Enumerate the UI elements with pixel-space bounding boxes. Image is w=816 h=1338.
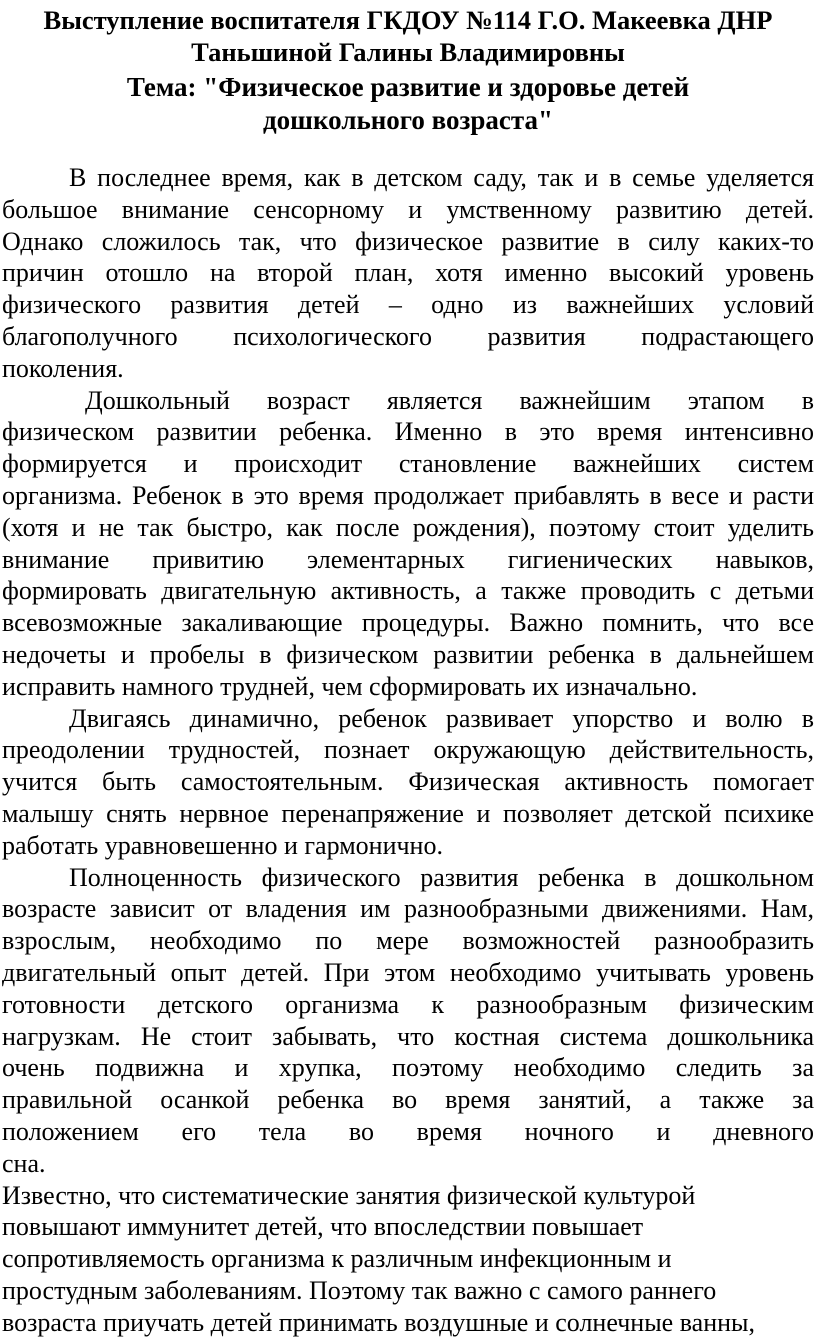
text-line: формировать двигательную активность, а также проводить с детьми: [2, 576, 814, 606]
topic-title-line-2: дошкольного возраста": [263, 105, 553, 135]
text-line: недочеты и пробелы в физическом развитии ребенка в дальнейшем: [2, 639, 814, 669]
text-line: поколения.: [2, 353, 124, 383]
paragraph: [2, 703, 814, 862]
text-line: Дошкольный возраст является важнейшим этапом в: [85, 385, 814, 415]
text-line: Известно, что систематические занятия физической культурой: [2, 1180, 696, 1210]
text-line: Однако сложилось так, что физическое развитие в силу каких-то: [2, 226, 814, 256]
text-line: В последнее время, как в детском саду, так и в семье уделяется: [69, 163, 814, 192]
text-line: правильной осанкой ребенка во время занятий, а также за: [2, 1085, 814, 1115]
text-line: исправить намного трудней, чем сформировать их изначально.: [2, 671, 698, 701]
text-line: возрасте зависит от владения им разнообразными движениями. Нам,: [2, 894, 814, 924]
text-line: малышу снять нервное перенапряжение и позволяет детской психике: [2, 798, 814, 828]
text-line: формируется и происходит становление важнейших систем: [2, 449, 814, 479]
text-line: физическом развитии ребенка. Именно в это время интенсивно: [2, 417, 814, 447]
document-body: [2, 162, 814, 1338]
text-line: нагрузкам. Не стоит забывать, что костная система дошкольника: [2, 1021, 814, 1051]
text-line: всевозможные закаливающие процедуры. Важно помнить, что все: [2, 608, 814, 638]
paragraph: [2, 162, 814, 385]
text-line: физического развития детей – одно из важнейших условий: [2, 290, 814, 320]
paragraph: [2, 385, 814, 703]
text-line: повышают иммунитет детей, что впоследствии повышает: [2, 1212, 644, 1242]
text-line: благополучного психологического развития подрастающего: [2, 321, 814, 351]
text-line: готовности детского организма к разнообразным физическим: [2, 989, 814, 1019]
text-line: сопротивляемость организма к различным инфекционным и: [2, 1244, 672, 1274]
text-line: сна.: [2, 1148, 46, 1178]
topic-title-line-1: Тема: "Физическое развитие и здоровье детей: [126, 72, 690, 102]
speech-title: Выступление воспитателя ГКДОУ №114 Г.О. Макеевка ДНР: [43, 5, 773, 35]
text-line: учится быть самостоятельным. Физическая активность помогает: [2, 767, 814, 797]
text-line: внимание привитию элементарных гигиенических навыков,: [2, 544, 814, 574]
text-line: организма. Ребенок в это время продолжает прибавлять в весе и расти: [2, 480, 814, 510]
text-line: очень подвижна и хрупка, поэтому необходимо следить за: [2, 1053, 814, 1083]
speaker-name: Таньшиной Галины Владимировны: [191, 37, 625, 67]
text-line: (хотя и не так быстро, как после рождения), поэтому стоит уделить: [2, 512, 814, 542]
text-line: двигательный опыт детей. При этом необходимо учитывать уровень: [2, 957, 814, 987]
text-line: Двигаясь динамично, ребенок развивает упорство и волю в: [69, 703, 814, 733]
text-line: положением его тела во время ночного и дневного: [2, 1116, 814, 1146]
text-line: возраста приучать детей принимать воздушные и солнечные ванны,: [2, 1307, 755, 1337]
paragraph: [2, 1180, 814, 1338]
paragraph: [2, 862, 814, 1180]
text-line: преодолении трудностей, познает окружающую действительность,: [2, 735, 814, 765]
document-header: [0, 4, 816, 137]
text-line: Полноценность физического развития ребенка в дошкольном: [69, 862, 814, 892]
text-line: простудным заболеваниям. Поэтому так важно с самого раннего: [2, 1275, 717, 1305]
text-line: причин отошло на второй план, хотя именно высокий уровень: [2, 258, 814, 288]
text-line: большое внимание сенсорному и умственному развитию детей.: [2, 194, 814, 224]
text-line: работать уравновешенно и гармонично.: [2, 830, 443, 860]
text-line: взрослым, необходимо по мере возможностей разнообразить: [2, 926, 814, 956]
